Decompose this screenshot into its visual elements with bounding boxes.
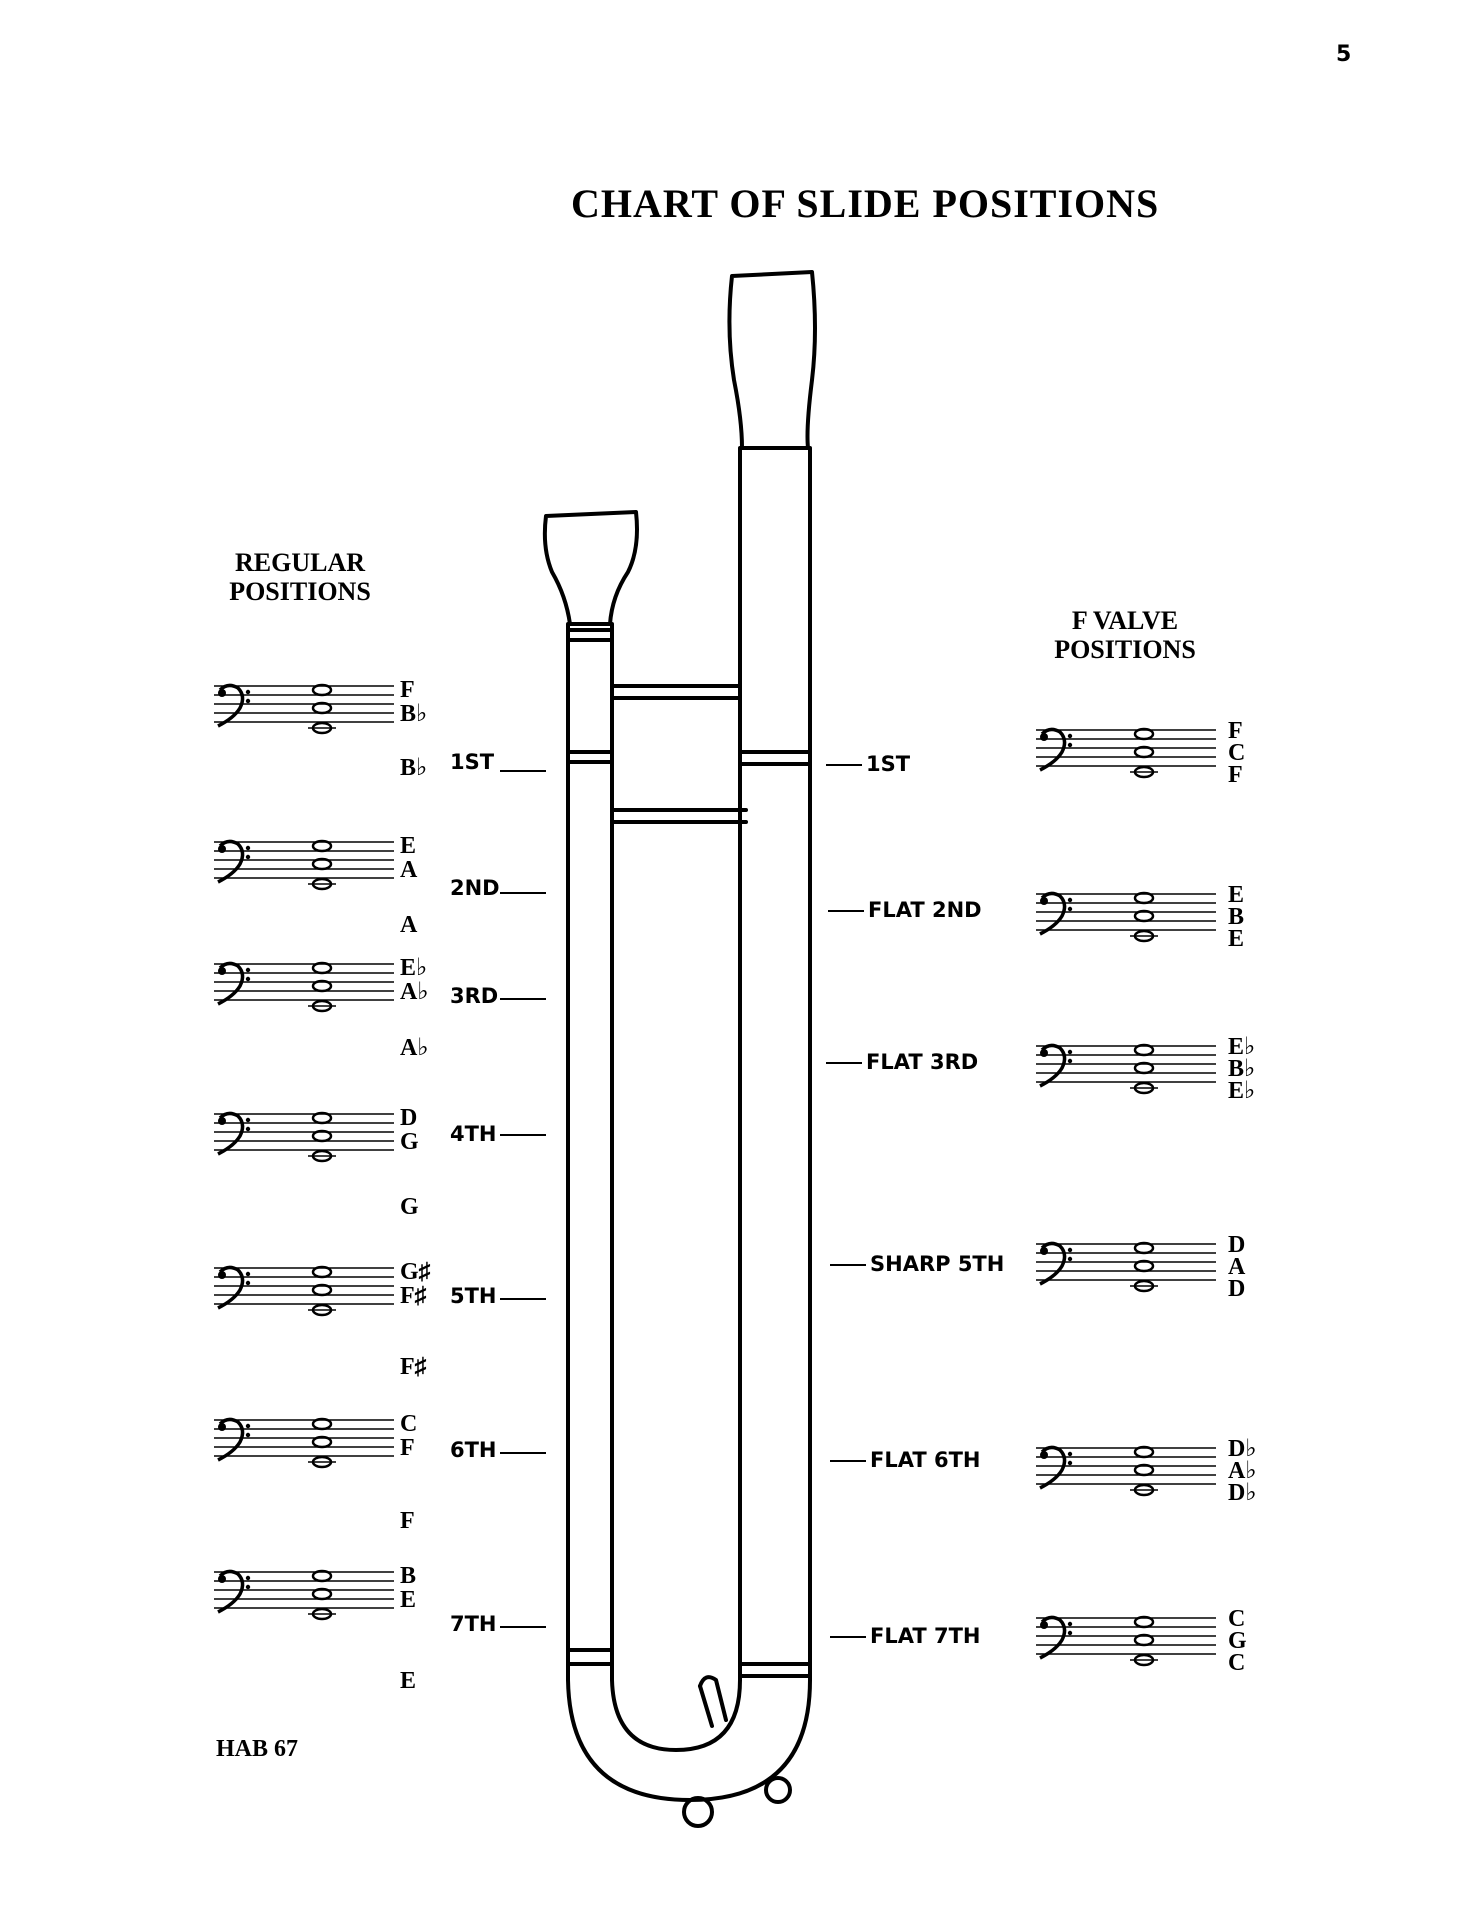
note-top: D [400, 1105, 418, 1131]
note-3: C [1228, 1650, 1246, 1676]
staff-notation-icon [1036, 888, 1216, 944]
note-low: A [400, 912, 418, 938]
regular-staff [214, 1108, 394, 1160]
note-1: F [1228, 718, 1243, 744]
regular-staff [214, 836, 394, 888]
note-low: G [400, 1194, 419, 1220]
f-valve-staff [1036, 1040, 1216, 1092]
f-valve-note-names [1228, 884, 1244, 950]
staff-notation-icon [214, 1414, 394, 1470]
regular-position-label: 7TH [450, 1612, 497, 1636]
staff-notation-icon [1036, 1040, 1216, 1096]
f-valve-position-label: FLAT 3RD [866, 1050, 979, 1074]
staff-notation-icon [214, 680, 394, 736]
f-valve-note-names [1228, 720, 1245, 786]
staff-notation-icon [214, 1262, 394, 1318]
staff-notation-icon [1036, 1612, 1216, 1668]
note-2: A [1228, 1254, 1246, 1280]
staff-notation-icon [1036, 1442, 1216, 1498]
note-mid: A♭ [400, 979, 429, 1005]
f-valve-note-names [1228, 1438, 1257, 1504]
regular-staff [214, 1566, 394, 1618]
note-top: E [400, 833, 417, 859]
page-number: 5 [1336, 42, 1352, 67]
regular-position-tick [500, 1298, 546, 1300]
f-valve-note-names [1228, 1234, 1245, 1300]
note-3: E [1228, 926, 1245, 952]
f-valve-position-tick [830, 1636, 866, 1638]
regular-note-names [400, 1564, 416, 1612]
note-1: D [1228, 1232, 1246, 1258]
regular-note-names [400, 956, 429, 1004]
f-valve-staff [1036, 1442, 1216, 1494]
f-valve-heading-line1: F VALVE [1071, 606, 1179, 635]
note-mid: B♭ [400, 701, 428, 727]
left-mouthpiece [545, 512, 637, 624]
regular-staff [214, 680, 394, 732]
staff-notation-icon [214, 836, 394, 892]
regular-position-label: 6TH [450, 1438, 497, 1462]
regular-heading-line1: REGULAR [234, 548, 365, 577]
f-valve-position-label: FLAT 6TH [870, 1448, 981, 1472]
regular-positions-heading [220, 548, 380, 606]
regular-note-names [400, 1412, 417, 1460]
note-top: F [400, 677, 415, 703]
regular-position-tick [500, 1134, 546, 1136]
staff-notation-icon [1036, 1238, 1216, 1294]
note-top: G♯ [400, 1259, 431, 1285]
regular-staff [214, 1262, 394, 1314]
note-2: G [1228, 1628, 1247, 1654]
note-low: B♭ [400, 755, 428, 781]
note-3: D♭ [1228, 1480, 1257, 1506]
regular-note-names [400, 1260, 431, 1308]
note-1: C [1228, 1606, 1246, 1632]
note-3: D [1228, 1276, 1246, 1302]
note-3: F [1228, 762, 1243, 788]
note-3: E♭ [1228, 1078, 1256, 1104]
regular-position-label: 4TH [450, 1122, 497, 1146]
f-valve-position-label: FLAT 7TH [870, 1624, 981, 1648]
f-valve-position-label: SHARP 5TH [870, 1252, 1005, 1276]
note-low: E [400, 1668, 417, 1694]
staff-notation-icon [1036, 724, 1216, 780]
regular-note-names [400, 678, 427, 726]
regular-position-label: 3RD [450, 984, 499, 1008]
note-mid: F [400, 1435, 415, 1461]
regular-note-names [400, 1106, 419, 1154]
f-valve-staff [1036, 1612, 1216, 1664]
footer-code: HAB 67 [216, 1736, 299, 1762]
f-valve-position-label: 1ST [866, 752, 911, 776]
regular-position-tick [500, 1452, 546, 1454]
f-valve-positions-heading [1040, 606, 1210, 664]
note-mid: A [400, 857, 418, 883]
regular-position-tick [500, 998, 546, 1000]
note-2: B [1228, 904, 1245, 930]
regular-staff [214, 958, 394, 1010]
f-valve-note-names [1228, 1608, 1247, 1674]
regular-position-label: 5TH [450, 1284, 497, 1308]
f-valve-staff [1036, 1238, 1216, 1290]
regular-position-label: 1ST [450, 750, 495, 774]
right-mouthpiece [729, 272, 815, 448]
note-2: A♭ [1228, 1458, 1257, 1484]
regular-position-label: 2ND [450, 876, 500, 900]
regular-position-tick [500, 1626, 546, 1628]
f-valve-staff [1036, 724, 1216, 776]
note-mid: G [400, 1129, 419, 1155]
note-low: A♭ [400, 1035, 429, 1061]
regular-position-tick [500, 770, 546, 772]
note-top: E♭ [400, 955, 428, 981]
regular-position-tick [500, 892, 546, 894]
note-2: B♭ [1228, 1056, 1256, 1082]
f-valve-position-tick [826, 764, 862, 766]
note-1: D♭ [1228, 1436, 1257, 1462]
note-1: E [1228, 882, 1245, 908]
note-low: F [400, 1508, 415, 1534]
staff-notation-icon [214, 958, 394, 1014]
note-1: E♭ [1228, 1034, 1256, 1060]
staff-notation-icon [214, 1566, 394, 1622]
f-valve-position-label: FLAT 2ND [868, 898, 982, 922]
note-2: C [1228, 740, 1246, 766]
page-title: CHART OF SLIDE POSITIONS [571, 181, 1160, 226]
regular-note-names [400, 834, 417, 882]
regular-heading-line2: POSITIONS [229, 577, 371, 606]
regular-staff [214, 1414, 394, 1466]
f-valve-position-tick [830, 1264, 866, 1266]
f-valve-staff [1036, 888, 1216, 940]
note-low: F♯ [400, 1354, 427, 1380]
note-top: C [400, 1411, 418, 1437]
f-valve-position-tick [830, 1460, 866, 1462]
note-mid: F♯ [400, 1283, 427, 1309]
note-mid: E [400, 1587, 417, 1613]
f-valve-heading-line2: POSITIONS [1054, 635, 1196, 664]
staff-notation-icon [214, 1108, 394, 1164]
f-valve-position-tick [826, 1062, 862, 1064]
note-top: B [400, 1563, 417, 1589]
f-valve-position-tick [828, 910, 864, 912]
f-valve-note-names [1228, 1036, 1255, 1102]
